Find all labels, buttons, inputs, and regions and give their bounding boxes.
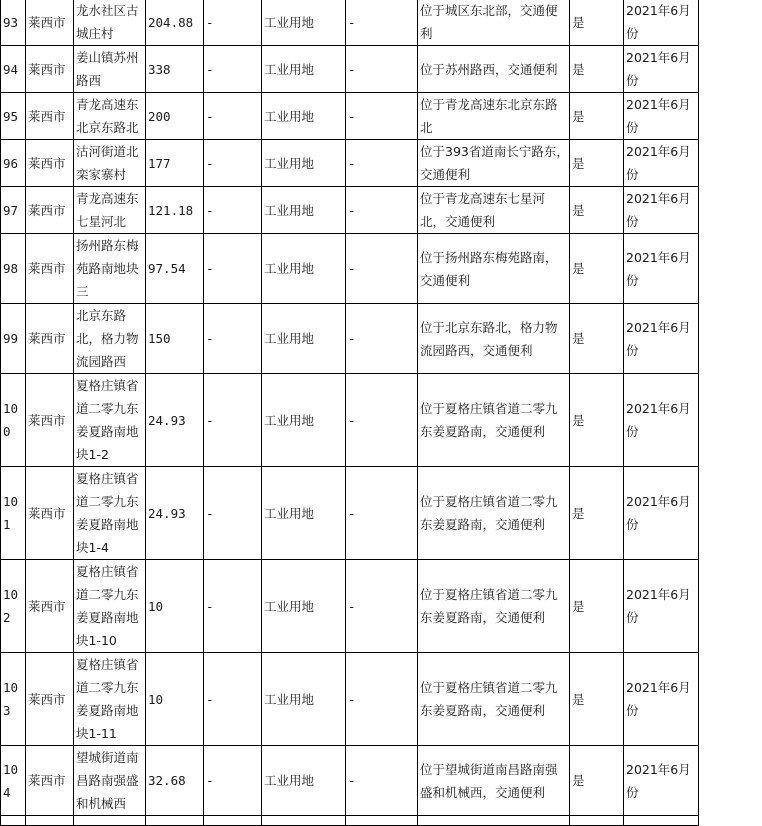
date-cell: 2021年6月份 [624, 46, 699, 93]
row-number: 100 [1, 374, 26, 467]
blank-cell: - [204, 560, 262, 653]
blank-cell: - [346, 304, 418, 374]
flag-cell: 是 [570, 653, 624, 746]
area-cell: 204.88 [146, 0, 204, 46]
land-use-cell: 工业用地 [262, 746, 346, 816]
description-cell: 位于扬州路东梅苑路南，交通便利 [418, 234, 570, 304]
description-cell: 位于夏格庄镇省道二零九东姜夏路南，交通便利 [418, 467, 570, 560]
location-cell: 夏格庄镇省道二零九东姜夏路南地块1-2 [74, 374, 146, 467]
land-use-cell: 工业用地 [262, 374, 346, 467]
date-cell: 2021年6月份 [624, 653, 699, 746]
empty-cell [146, 816, 204, 826]
empty-cell [26, 816, 74, 826]
description-cell: 位于北京东路北，格力物流园路西，交通便利 [418, 304, 570, 374]
blank-cell: - [346, 374, 418, 467]
location-cell: 望城街道南昌路南强盛和机械西 [74, 746, 146, 816]
flag-cell: 是 [570, 746, 624, 816]
location-cell: 扬州路东梅苑路南地块三 [74, 234, 146, 304]
flag-cell: 是 [570, 140, 624, 187]
area-cell: 10 [146, 560, 204, 653]
date-cell: 2021年6月份 [624, 560, 699, 653]
city-cell: 莱西市 [26, 140, 74, 187]
description-cell: 位于393省道南长宁路东，交通便利 [418, 140, 570, 187]
blank-cell: - [346, 746, 418, 816]
empty-cell [346, 816, 418, 826]
land-use-cell: 工业用地 [262, 653, 346, 746]
date-cell: 2021年6月份 [624, 467, 699, 560]
location-cell: 北京东路北，格力物流园路西 [74, 304, 146, 374]
table-row [1, 560, 699, 653]
description-cell: 位于夏格庄镇省道二零九东姜夏路南，交通便利 [418, 560, 570, 653]
city-cell: 莱西市 [26, 46, 74, 93]
blank-cell: - [204, 234, 262, 304]
row-number: 102 [1, 560, 26, 653]
date-cell: 2021年6月份 [624, 374, 699, 467]
empty-cell [1, 816, 26, 826]
date-cell: 2021年6月份 [624, 234, 699, 304]
date-cell: 2021年6月份 [624, 187, 699, 234]
empty-cell [570, 816, 624, 826]
city-cell: 莱西市 [26, 374, 74, 467]
blank-cell: - [204, 467, 262, 560]
land-use-cell: 工业用地 [262, 304, 346, 374]
blank-cell: - [204, 93, 262, 140]
blank-cell: - [346, 46, 418, 93]
blank-cell: - [204, 0, 262, 46]
date-cell: 2021年6月份 [624, 746, 699, 816]
table-row [1, 140, 699, 187]
table-row [1, 467, 699, 560]
description-cell: 位于青龙高速东七星河北，交通便利 [418, 187, 570, 234]
flag-cell: 是 [570, 93, 624, 140]
area-cell: 97.54 [146, 234, 204, 304]
row-number: 104 [1, 746, 26, 816]
empty-cell [418, 816, 570, 826]
land-use-cell: 工业用地 [262, 187, 346, 234]
area-cell: 10 [146, 653, 204, 746]
description-cell: 位于望城街道南昌路南强盛和机械西，交通便利 [418, 746, 570, 816]
date-cell: 2021年6月份 [624, 0, 699, 46]
table-row [1, 746, 699, 816]
row-number: 96 [1, 140, 26, 187]
blank-cell: - [346, 0, 418, 46]
description-cell: 位于青龙高速东北京东路北 [418, 93, 570, 140]
blank-cell: - [204, 140, 262, 187]
flag-cell: 是 [570, 304, 624, 374]
date-cell: 2021年6月份 [624, 93, 699, 140]
area-cell: 24.93 [146, 374, 204, 467]
blank-cell: - [204, 653, 262, 746]
table-row [1, 304, 699, 374]
city-cell: 莱西市 [26, 187, 74, 234]
blank-cell: - [346, 234, 418, 304]
blank-cell: - [204, 374, 262, 467]
area-cell: 150 [146, 304, 204, 374]
row-number: 103 [1, 653, 26, 746]
blank-cell: - [204, 187, 262, 234]
area-cell: 177 [146, 140, 204, 187]
location-cell: 夏格庄镇省道二零九东姜夏路南地块1-4 [74, 467, 146, 560]
blank-cell: - [204, 304, 262, 374]
area-cell: 200 [146, 93, 204, 140]
empty-cell [624, 816, 699, 826]
table-row [1, 187, 699, 234]
row-number: 93 [1, 0, 26, 46]
blank-cell: - [346, 140, 418, 187]
city-cell: 莱西市 [26, 746, 74, 816]
location-cell: 夏格庄镇省道二零九东姜夏路南地块1-11 [74, 653, 146, 746]
table-row [1, 234, 699, 304]
description-cell: 位于夏格庄镇省道二零九东姜夏路南，交通便利 [418, 374, 570, 467]
description-cell: 位于城区东北部，交通便利 [418, 0, 570, 46]
area-cell: 121.18 [146, 187, 204, 234]
date-cell: 2021年6月份 [624, 140, 699, 187]
city-cell: 莱西市 [26, 0, 74, 46]
table-row-partial [1, 816, 699, 826]
city-cell: 莱西市 [26, 234, 74, 304]
blank-cell: - [204, 46, 262, 93]
row-number: 97 [1, 187, 26, 234]
table-row [1, 93, 699, 140]
city-cell: 莱西市 [26, 653, 74, 746]
empty-cell [74, 816, 146, 826]
land-use-cell: 工业用地 [262, 46, 346, 93]
land-use-cell: 工业用地 [262, 0, 346, 46]
flag-cell: 是 [570, 467, 624, 560]
flag-cell: 是 [570, 46, 624, 93]
land-use-cell: 工业用地 [262, 234, 346, 304]
land-use-cell: 工业用地 [262, 467, 346, 560]
flag-cell: 是 [570, 560, 624, 653]
land-use-cell: 工业用地 [262, 140, 346, 187]
city-cell: 莱西市 [26, 467, 74, 560]
empty-cell [262, 816, 346, 826]
row-number: 101 [1, 467, 26, 560]
location-cell: 龙水社区古城庄村 [74, 0, 146, 46]
blank-cell: - [346, 93, 418, 140]
land-use-cell: 工业用地 [262, 560, 346, 653]
description-cell: 位于苏州路西，交通便利 [418, 46, 570, 93]
location-cell: 沽河街道北栾家寨村 [74, 140, 146, 187]
description-cell: 位于夏格庄镇省道二零九东姜夏路南，交通便利 [418, 653, 570, 746]
area-cell: 32.68 [146, 746, 204, 816]
table-row [1, 0, 699, 46]
flag-cell: 是 [570, 234, 624, 304]
empty-cell [204, 816, 262, 826]
land-table-body [1, 0, 699, 826]
city-cell: 莱西市 [26, 304, 74, 374]
row-number: 99 [1, 304, 26, 374]
blank-cell: - [346, 467, 418, 560]
table-row [1, 653, 699, 746]
location-cell: 夏格庄镇省道二零九东姜夏路南地块1-10 [74, 560, 146, 653]
row-number: 95 [1, 93, 26, 140]
flag-cell: 是 [570, 0, 624, 46]
land-use-cell: 工业用地 [262, 93, 346, 140]
location-cell: 青龙高速东七星河北 [74, 187, 146, 234]
flag-cell: 是 [570, 374, 624, 467]
table-row [1, 374, 699, 467]
blank-cell: - [346, 187, 418, 234]
table-row [1, 46, 699, 93]
area-cell: 338 [146, 46, 204, 93]
blank-cell: - [346, 653, 418, 746]
date-cell: 2021年6月份 [624, 304, 699, 374]
city-cell: 莱西市 [26, 93, 74, 140]
row-number: 94 [1, 46, 26, 93]
flag-cell: 是 [570, 187, 624, 234]
row-number: 98 [1, 234, 26, 304]
location-cell: 青龙高速东北京东路北 [74, 93, 146, 140]
blank-cell: - [346, 560, 418, 653]
area-cell: 24.93 [146, 467, 204, 560]
location-cell: 姜山镇苏州路西 [74, 46, 146, 93]
blank-cell: - [204, 746, 262, 816]
city-cell: 莱西市 [26, 560, 74, 653]
